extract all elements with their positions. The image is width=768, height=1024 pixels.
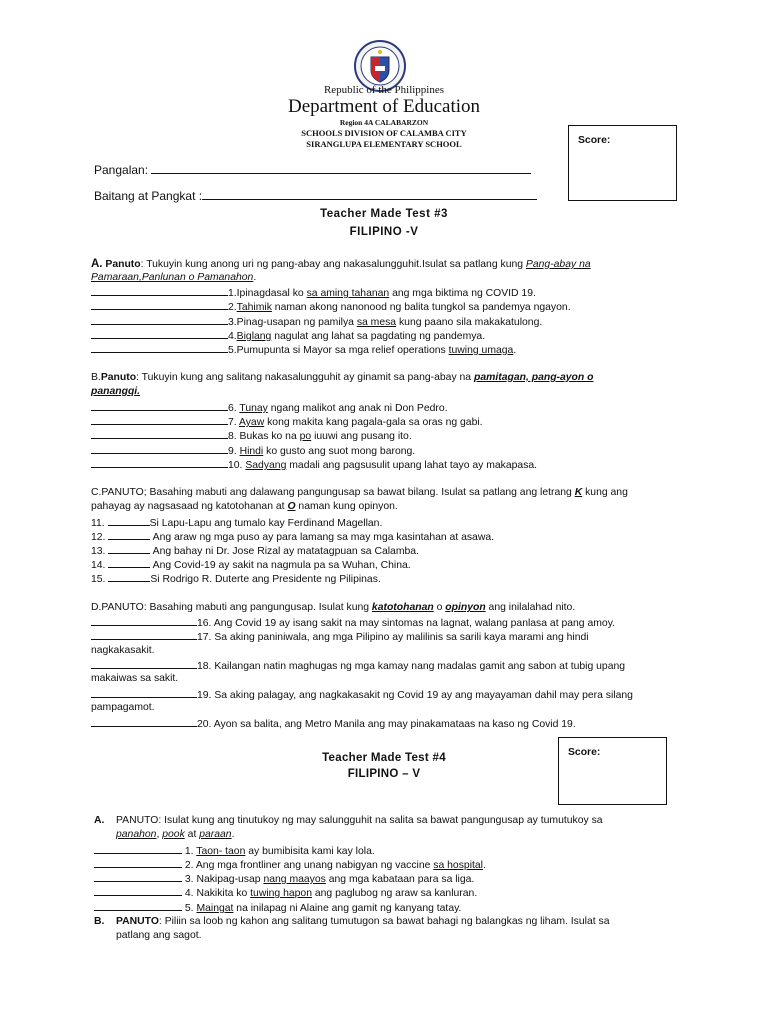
grade-label: Baitang at Pangkat :: [94, 189, 203, 203]
test4-title: Teacher Made Test #4: [322, 752, 446, 764]
test4-b-instruction: PANUTO: Piliin sa loob ng kahon ang salitang tumutugon sa bawat bahagi ng balangkas ng liham. Isulat sa: [116, 916, 610, 927]
question-item: 9. Hindi ko gusto ang suot mong barong.: [91, 443, 415, 459]
question-item: 4.Biglang nagulat ang lahat sa pagdating ng pandemya.: [91, 328, 485, 344]
answer-blank[interactable]: [94, 843, 182, 854]
question-item: 2.Tahimik naman akong nanonood ng balita tungkol sa pandemya ngayon.: [91, 299, 571, 315]
question-item: 1. Taon- taon ay bumibisita kami kay lola.: [94, 843, 375, 859]
question-item-continued: pampagamot.: [91, 702, 155, 713]
test4-a-instruction: PANUTO: Isulat kung ang tinutukoy ng may salungguhit na salita sa bawat pangungusap ay tumutukoy sa: [116, 815, 603, 826]
school-line: SIRANGLUPA ELEMENTARY SCHOOL: [306, 139, 462, 149]
answer-blank[interactable]: [91, 428, 228, 439]
answer-blank[interactable]: [108, 543, 150, 554]
region-line: Region 4A CALABARZON: [339, 118, 429, 127]
question-item: 12. Ang araw ng mga puso ay para lamang sa may mga kasintahan at asawa.: [91, 529, 494, 545]
question-item: 8. Bukas ko na po iuuwi ang pusang ito.: [91, 428, 412, 444]
answer-blank[interactable]: [91, 687, 197, 698]
test4-b-label: B.: [94, 916, 105, 927]
panuto-label: Panuto: [105, 259, 141, 270]
answer-blank[interactable]: [91, 629, 197, 640]
question-item: 20. Ayon sa balita, ang Metro Manila ang may pinakamataas na kaso ng Covid 19.: [91, 716, 576, 732]
question-item-continued: nagkakasakit.: [91, 645, 155, 656]
name-blank[interactable]: [151, 163, 531, 174]
question-item-continued: makaiwas sa sakit.: [91, 673, 179, 684]
republic-line: Republic of the Philippines: [323, 84, 445, 96]
answer-blank[interactable]: [91, 328, 228, 339]
answer-blank[interactable]: [108, 557, 150, 568]
answer-blank[interactable]: [91, 414, 228, 425]
answer-blank[interactable]: [91, 457, 228, 468]
test3-a-instruction: A. Panuto: Tukuyin kung anong uri ng pang-abay ang nakasalungguhit.Isulat sa patlang kung Pang-abay na: [91, 258, 591, 270]
test3-title: Teacher Made Test #3: [320, 208, 448, 220]
test3-b-instruction: B.Panuto: Tukuyin kung ang salitang nakasalungguhit ay ginamit sa pang-abay na pamitagan, pang-ayon o: [91, 372, 594, 383]
test4-a-instruction-2: panahon, pook at paraan.: [116, 829, 235, 840]
answer-blank[interactable]: [91, 658, 197, 669]
name-field[interactable]: [94, 163, 531, 177]
name-label: Pangalan:: [94, 163, 152, 177]
question-item: 6. Tunay ngang malikot ang anak ni Don Pedro.: [91, 400, 448, 416]
answer-blank[interactable]: [91, 443, 228, 454]
test3-subject: FILIPINO -V: [349, 226, 419, 238]
section-label: A.: [91, 258, 103, 270]
grade-blank[interactable]: [202, 189, 537, 200]
answer-blank[interactable]: [94, 900, 182, 911]
answer-blank[interactable]: [94, 885, 182, 896]
answer-blank[interactable]: [91, 400, 228, 411]
score-box-test3[interactable]: [568, 125, 677, 201]
question-item: 1.Ipinagdasal ko sa aming tahanan ang mga biktima ng COVID 19.: [91, 285, 536, 301]
question-item: 15. Si Rodrigo R. Duterte ang Presidente ng Pilipinas.: [91, 571, 381, 587]
test3-d-instruction: D.PANUTO: Basahing mabuti ang pangungusap. Isulat kung katotohanan o opinyon ang inilalahad nito.: [91, 602, 576, 613]
answer-blank[interactable]: [108, 515, 150, 526]
test4-subject: FILIPINO – V: [347, 768, 421, 780]
test4-b-instruction-2: patlang ang sagot.: [116, 930, 202, 941]
question-item: 3.Pinag-usapan ng pamilya sa mesa kung paano sila makakatulong.: [91, 314, 542, 330]
division-line: SCHOOLS DIVISION OF CALAMBA CITY: [301, 128, 467, 138]
answer-blank[interactable]: [108, 571, 150, 582]
grade-field[interactable]: [94, 189, 537, 203]
question-item: 19. Sa aking palagay, ang nagkakasakit ng Covid 19 ay ang mayayaman dahil may pera silang: [91, 687, 633, 703]
score-box-test4[interactable]: [558, 737, 667, 805]
answer-blank[interactable]: [91, 342, 228, 353]
test3-c-instruction: C.PANUTO; Basahing mabuti ang dalawang pangungusap sa bawat bilang. Isulat sa patlang ang letrang K kung ang: [91, 487, 628, 498]
question-item: 13. Ang bahay ni Dr. Jose Rizal ay matatagpuan sa Calamba.: [91, 543, 419, 559]
test4-a-label: A.: [94, 815, 105, 826]
answer-blank[interactable]: [91, 299, 228, 310]
department-title: Department of Education: [287, 96, 481, 117]
answer-blank[interactable]: [91, 615, 197, 626]
question-item: 16. Ang Covid 19 ay isang sakit na may sintomas na lagnat, walang panlasa at pang amoy.: [91, 615, 615, 631]
question-item: 10. Sadyang madali ang pagsusulit upang lahat tayo ay makapasa.: [91, 457, 537, 473]
score-label: Score:: [578, 135, 611, 146]
question-item: 7. Ayaw kong makita kang pagala-gala sa oras ng gabi.: [91, 414, 483, 430]
answer-blank[interactable]: [91, 314, 228, 325]
question-item: 17. Sa aking paniniwala, ang mga Pilipino ay malilinis sa sarili kaya marami ang hindi: [91, 629, 589, 645]
answer-blank[interactable]: [94, 857, 182, 868]
answer-blank[interactable]: [94, 871, 182, 882]
test3-a-instruction-2: Pamaraan,Panlunan o Pamanahon.: [91, 272, 257, 283]
question-item: 14. Ang Covid-19 ay sakit na nagmula pa sa Wuhan, China.: [91, 557, 411, 573]
question-item: 2. Ang mga frontliner ang unang nabigyan ng vaccine sa hospital.: [94, 857, 486, 873]
test3-c-instruction-2: pahayag ay nagsasaad ng katotohanan at O naman kung opinyon.: [91, 501, 398, 512]
answer-blank[interactable]: [91, 716, 197, 727]
question-item: 5.Pumupunta si Mayor sa mga relief operations tuwing umaga.: [91, 342, 516, 358]
answer-blank[interactable]: [91, 285, 228, 296]
question-item: 5. Maingat na inilapag ni Alaine ang gamit ng kanyang tatay.: [94, 900, 461, 916]
test3-b-instruction-2: panangqi.: [91, 386, 141, 397]
answer-blank[interactable]: [108, 529, 150, 540]
question-item: 3. Nakipag-usap nang maayos ang mga kabataan para sa liga.: [94, 871, 474, 887]
question-item: 18. Kailangan natin maghugas ng mga kamay nang madalas gamit ang sabon at tubig upang: [91, 658, 625, 674]
question-item: 11. Si Lapu-Lapu ang tumalo kay Ferdinand Magellan.: [91, 515, 382, 531]
score-label: Score:: [568, 747, 601, 758]
question-item: 4. Nakikita ko tuwing hapon ang paglubog ng araw sa kanluran.: [94, 885, 477, 901]
